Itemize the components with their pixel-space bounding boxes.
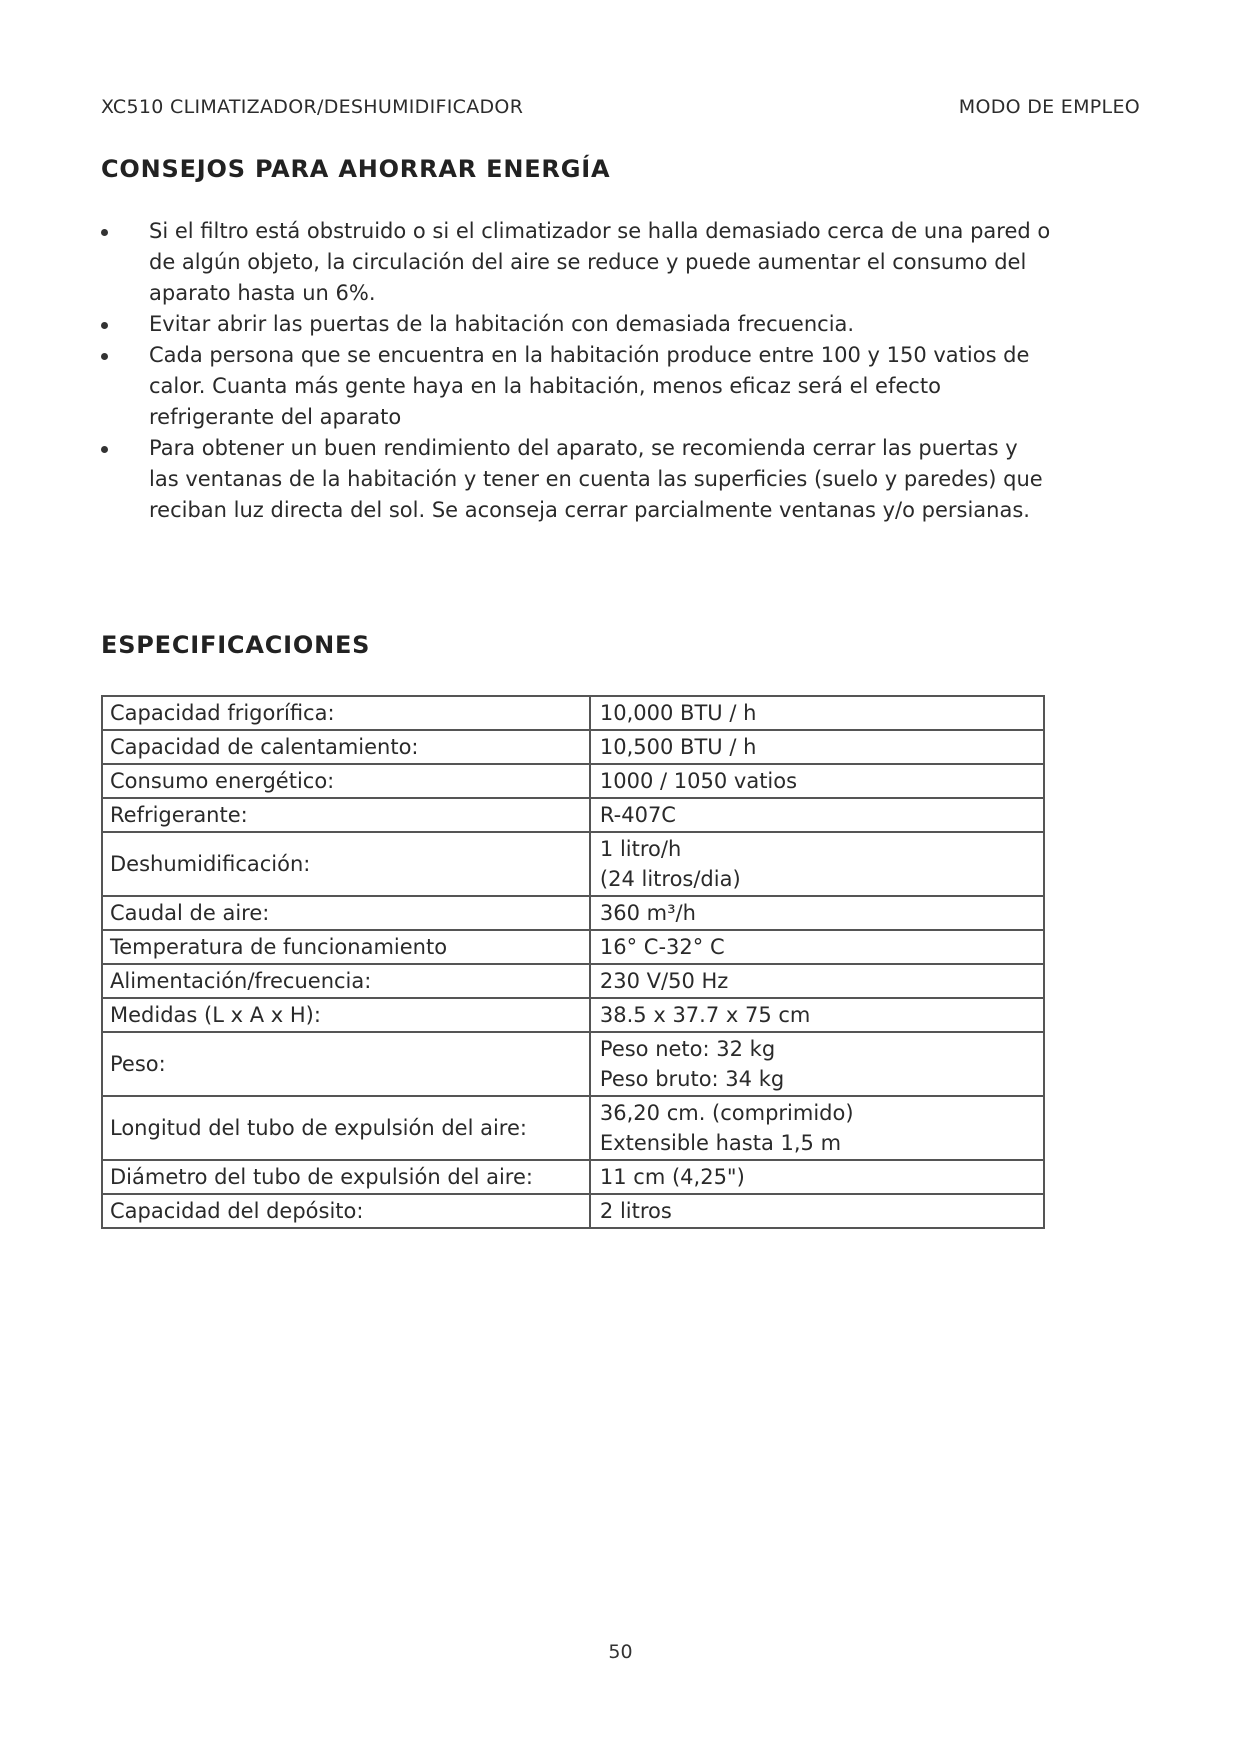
spec-value-line: (24 litros/dia) — [599, 867, 741, 891]
spec-value-line: 36,20 cm. (comprimido) — [599, 1101, 854, 1125]
spec-value-line: 10,500 BTU / h — [599, 735, 757, 759]
spec-value — [590, 1160, 1044, 1194]
table-row — [102, 930, 1044, 964]
table-row — [102, 896, 1044, 930]
spec-value — [590, 930, 1044, 964]
spec-value-line: Peso bruto: 34 kg — [599, 1067, 785, 1091]
list-item — [101, 216, 1051, 309]
spec-value-line: 1 litro/h — [599, 837, 682, 861]
spec-label: Consumo energético: — [102, 764, 590, 798]
table-row — [102, 1032, 1044, 1096]
spec-value — [590, 1194, 1044, 1228]
spec-label: Medidas (L x A x H): — [102, 998, 590, 1032]
spec-label: Capacidad de calentamiento: — [102, 730, 590, 764]
spec-value — [590, 998, 1044, 1032]
spec-value-line: 11 cm (4,25") — [599, 1165, 745, 1189]
table-row — [102, 998, 1044, 1032]
spec-label: Capacidad del depósito: — [102, 1194, 590, 1228]
header-section-label: MODO DE EMPLEO — [958, 96, 1140, 118]
tip-text: Cada persona que se encuentra en la habitación produce entre 100 y 150 vatios de calor. Cuanta más gente haya en la habitación, menos eficaz será el efecto refrigerante del aparato — [149, 343, 1030, 429]
spec-label: Temperatura de funcionamiento — [102, 930, 590, 964]
spec-value-line: 38.5 x 37.7 x 75 cm — [599, 1003, 811, 1027]
spec-value — [590, 1096, 1044, 1160]
spec-label: Alimentación/frecuencia: — [102, 964, 590, 998]
table-row — [102, 1160, 1044, 1194]
spec-value-line: 1000 / 1050 vatios — [599, 769, 798, 793]
spec-value — [590, 730, 1044, 764]
spec-label: Diámetro del tubo de expulsión del aire: — [102, 1160, 590, 1194]
table-row — [102, 764, 1044, 798]
bullet-icon — [101, 353, 108, 360]
spec-label: Caudal de aire: — [102, 896, 590, 930]
spec-label: Refrigerante: — [102, 798, 590, 832]
table-row — [102, 1096, 1044, 1160]
spec-label: Capacidad frigorífica: — [102, 696, 590, 730]
spec-value-line: 360 m³/h — [599, 901, 696, 925]
spec-value — [590, 832, 1044, 896]
page-number: 50 — [608, 1641, 633, 1663]
bullet-icon — [101, 322, 108, 329]
energy-tips-list — [101, 216, 1051, 526]
specifications-heading: ESPECIFICACIONES — [101, 631, 371, 659]
table-row — [102, 696, 1044, 730]
bullet-icon — [101, 229, 108, 236]
tip-text: Evitar abrir las puertas de la habitación con demasiada frecuencia. — [149, 312, 855, 336]
list-item — [101, 433, 1051, 526]
header-document-title: XC510 CLIMATIZADOR/DESHUMIDIFICADOR — [101, 96, 524, 118]
table-row — [102, 1194, 1044, 1228]
spec-value-line: 16° C-32° C — [599, 935, 725, 959]
spec-value — [590, 1032, 1044, 1096]
spec-value — [590, 696, 1044, 730]
spec-value — [590, 964, 1044, 998]
specifications-table — [101, 695, 1045, 1229]
spec-value-line: 2 litros — [599, 1199, 672, 1223]
spec-label: Deshumidificación: — [102, 832, 590, 896]
tip-text: Si el filtro está obstruido o si el climatizador se halla demasiado cerca de una pared o de algún objeto, la circulación del aire se reduce y puede aumentar el consumo del aparato hasta un 6%. — [149, 219, 1051, 305]
table-row — [102, 730, 1044, 764]
spec-value-line: 10,000 BTU / h — [599, 701, 757, 725]
spec-value-line: Extensible hasta 1,5 m — [599, 1131, 842, 1155]
list-item — [101, 340, 1051, 433]
list-item — [101, 309, 1051, 340]
spec-value — [590, 764, 1044, 798]
bullet-icon — [101, 446, 108, 453]
tip-text: Para obtener un buen rendimiento del aparato, se recomienda cerrar las puertas y las ventanas de la habitación y tener en cuenta las superficies (suelo y paredes) que reciban luz directa del sol. Se aconseja cerrar parcialmente ventanas y/o persianas. — [149, 436, 1043, 522]
table-row — [102, 832, 1044, 896]
spec-label: Longitud del tubo de expulsión del aire: — [102, 1096, 590, 1160]
spec-label: Peso: — [102, 1032, 590, 1096]
spec-value-line: 230 V/50 Hz — [599, 969, 729, 993]
spec-value-line: Peso neto: 32 kg — [599, 1037, 776, 1061]
spec-value — [590, 896, 1044, 930]
energy-tips-heading: CONSEJOS PARA AHORRAR ENERGÍA — [101, 155, 611, 183]
table-row — [102, 798, 1044, 832]
table-row — [102, 964, 1044, 998]
spec-value — [590, 798, 1044, 832]
spec-value-line: R-407C — [599, 803, 676, 827]
